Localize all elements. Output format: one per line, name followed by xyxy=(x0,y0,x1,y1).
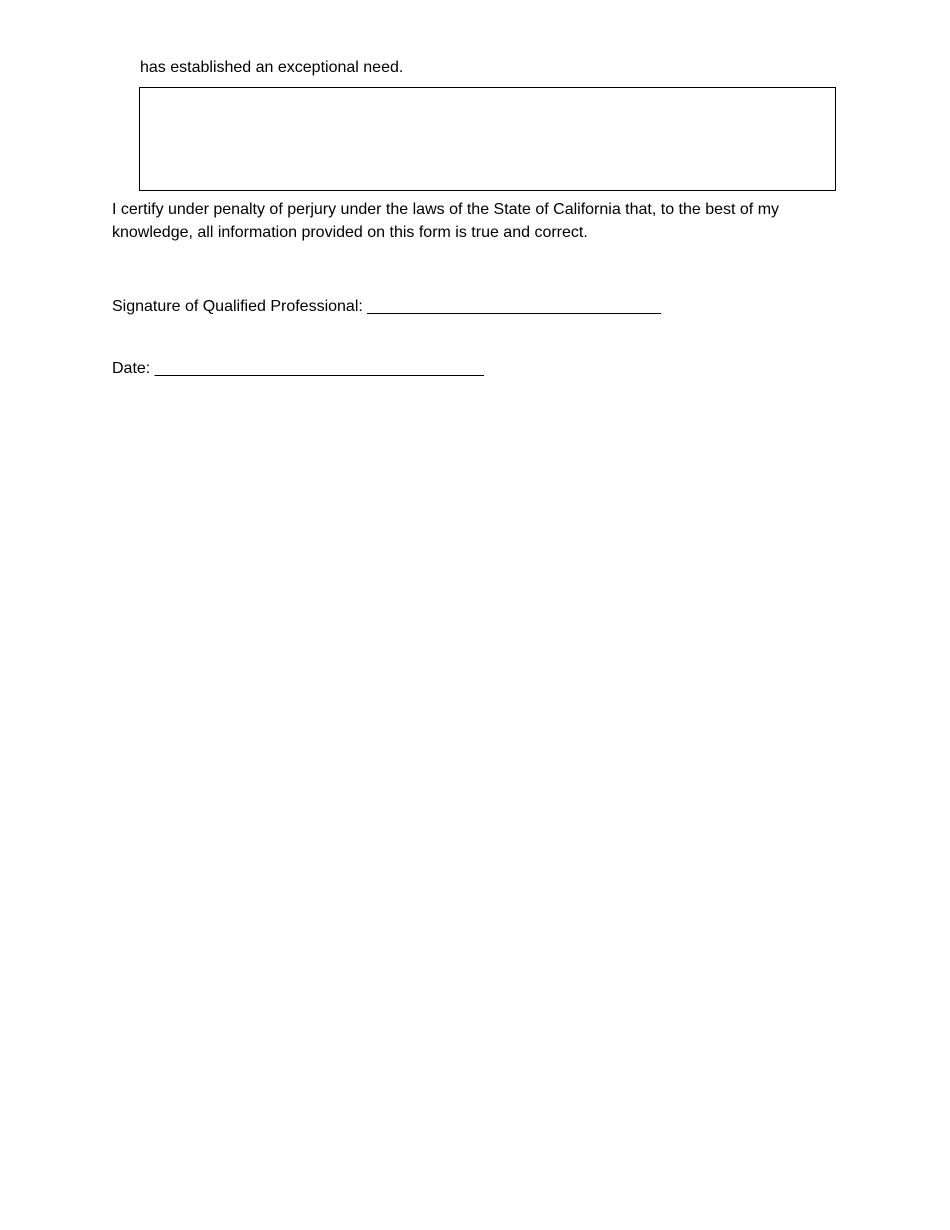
certification-statement xyxy=(112,198,852,244)
signature-blank[interactable]: _________________________________ xyxy=(367,298,661,315)
date-label: Date: xyxy=(112,360,151,377)
exceptional-need-response-box[interactable] xyxy=(139,87,836,191)
signature-row xyxy=(112,295,661,318)
date-blank[interactable]: _____________________________________ xyxy=(154,360,484,377)
certification-line-2: knowledge, all information provided on this form is true and correct. xyxy=(112,224,588,241)
certification-line-1: I certify under penalty of perjury under the laws of the State of California that, to the best of my xyxy=(112,201,780,218)
signature-label: Signature of Qualified Professional: xyxy=(112,298,363,315)
date-row xyxy=(112,357,484,380)
exceptional-need-intro-text: has established an exceptional need. xyxy=(140,59,404,76)
